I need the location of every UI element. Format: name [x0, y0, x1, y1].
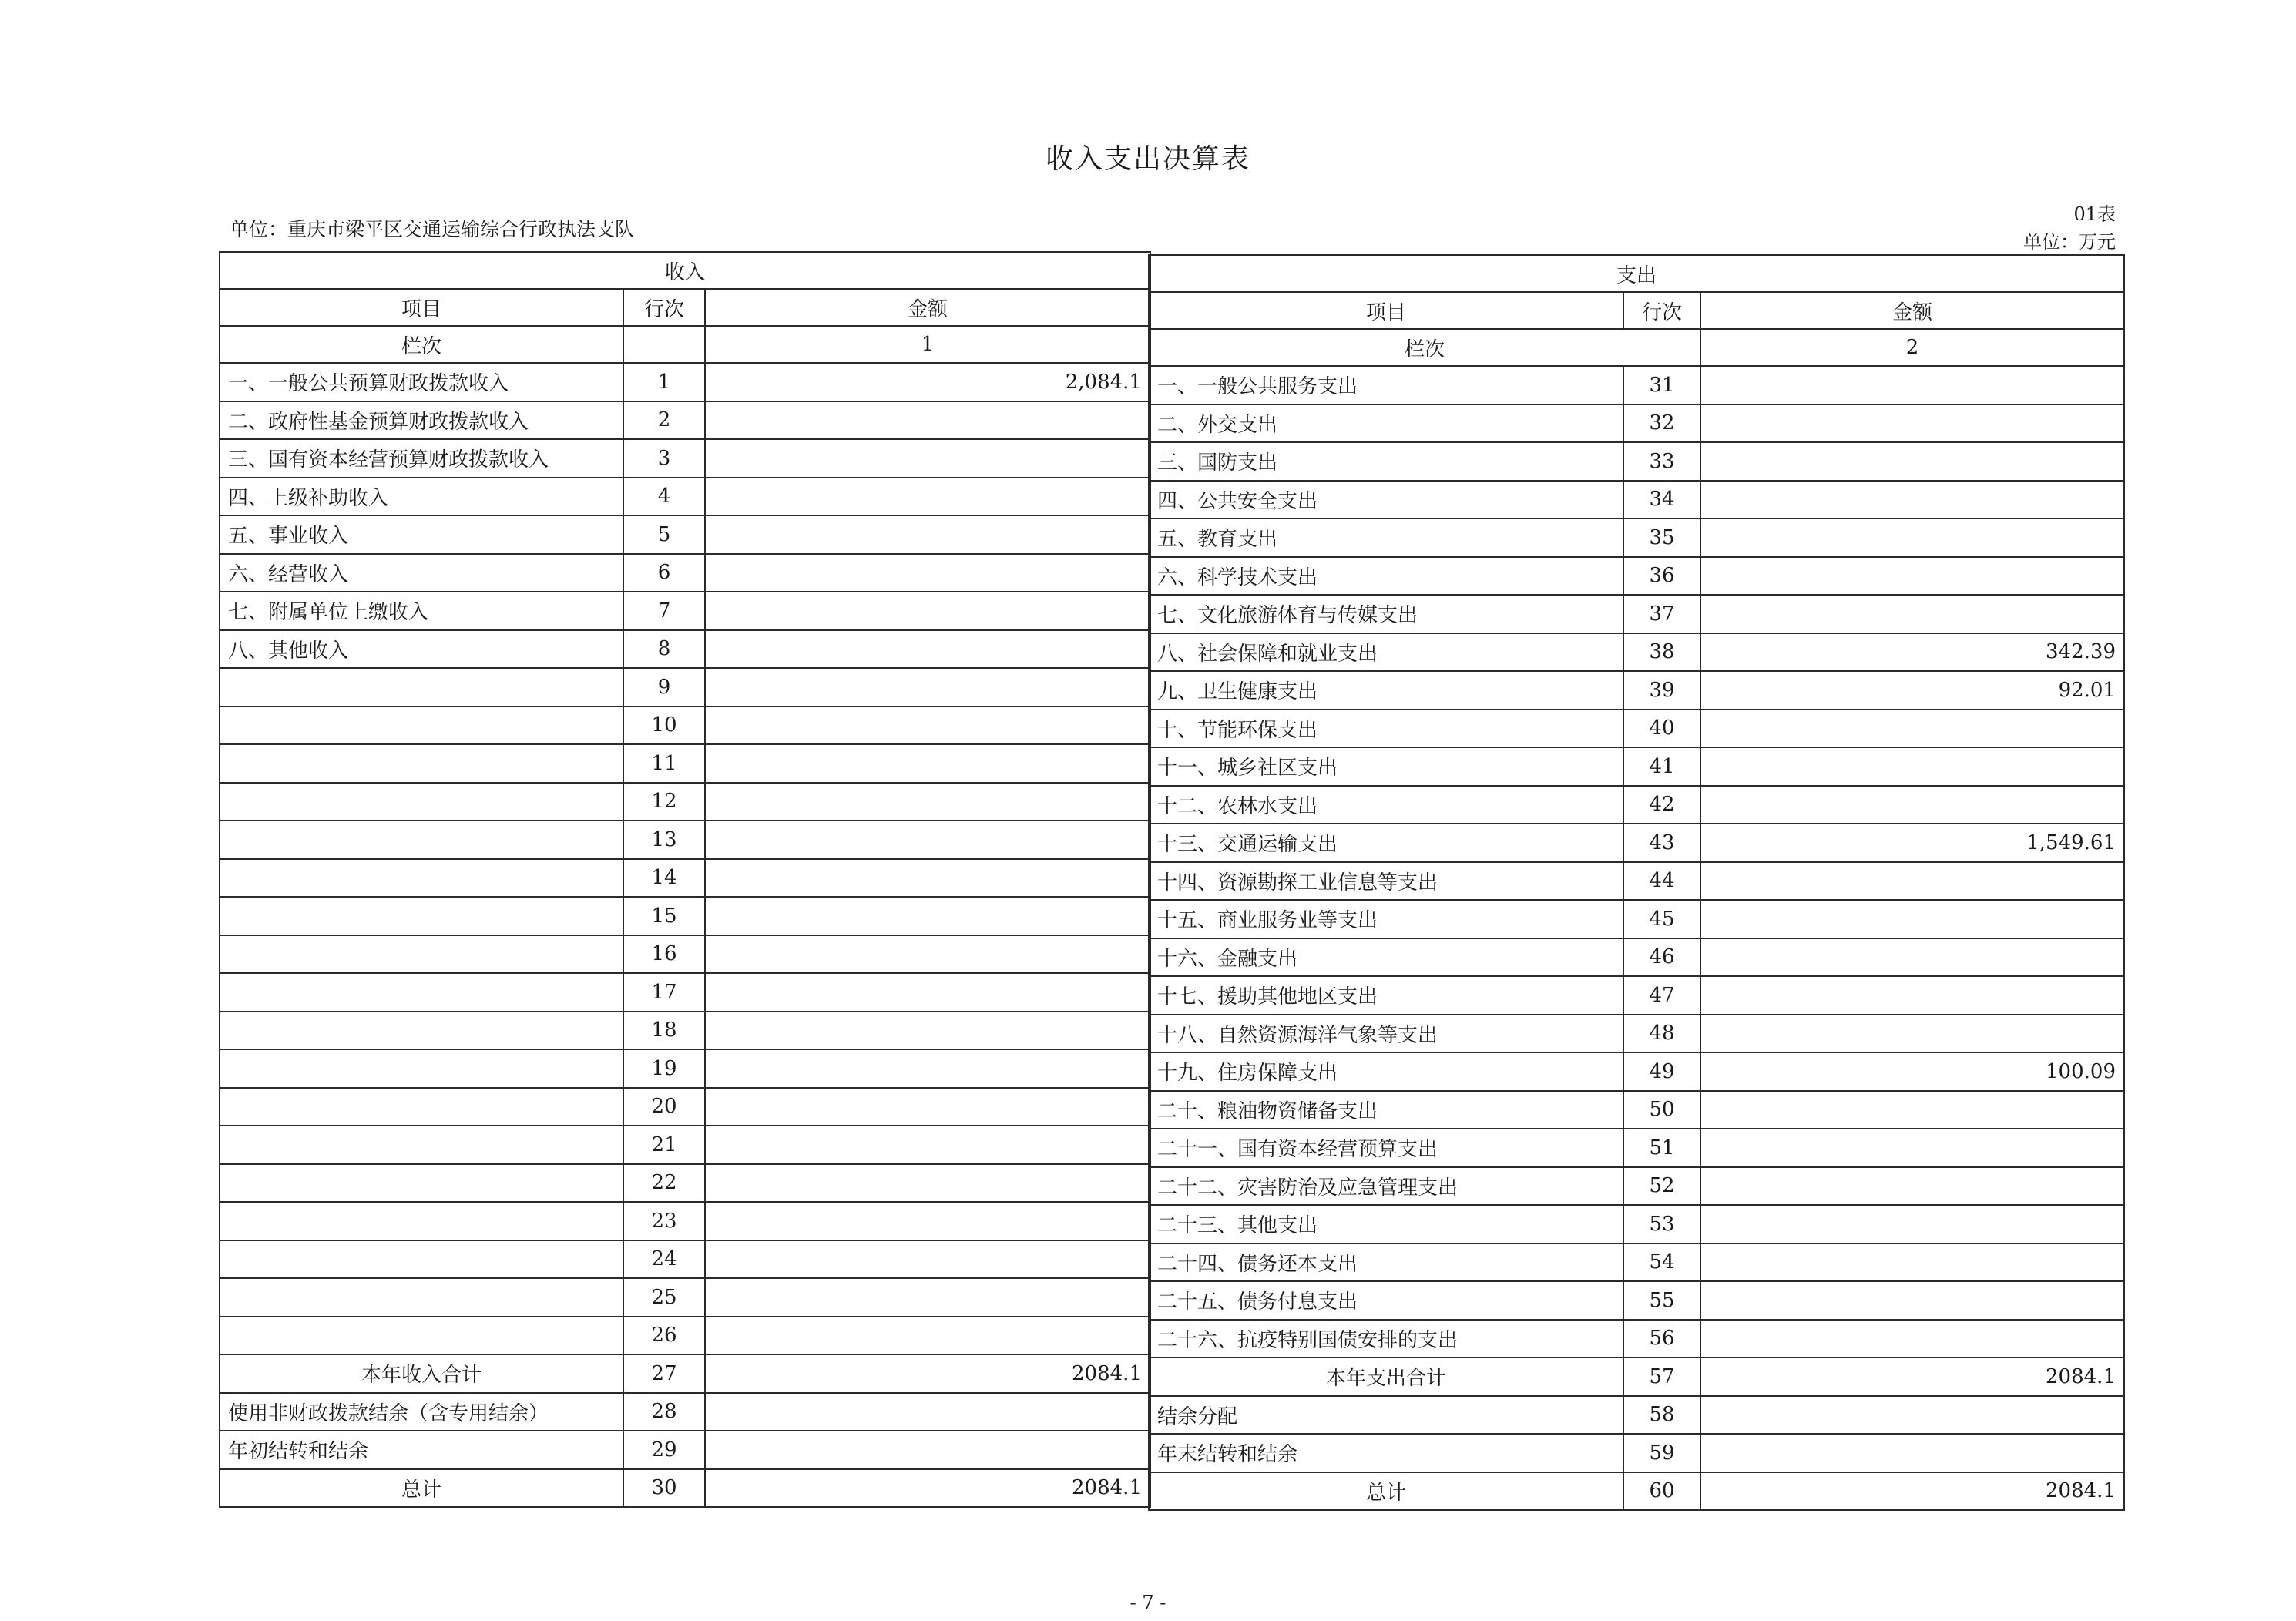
expense-row [1149, 938, 2124, 977]
income-item-label: 三、国有资本经营预算财政拨款收入 [220, 439, 623, 478]
expense-row [1149, 404, 2124, 443]
expense-row-number: 54 [1623, 1243, 1700, 1282]
income-row-number: 5 [623, 515, 705, 554]
expense-amount [1700, 1281, 2124, 1320]
expense-item-label: 十九、住房保障支出 [1149, 1052, 1623, 1091]
income-item-label: 一、一般公共预算财政拨款收入 [220, 363, 623, 401]
expense-amount [1700, 710, 2124, 748]
expense-item-label: 二十五、债务付息支出 [1149, 1281, 1623, 1320]
expense-item-label: 十八、自然资源海洋气象等支出 [1149, 1015, 1623, 1053]
income-row [220, 1278, 1150, 1317]
expense-row [1149, 442, 2124, 481]
expense-row [1149, 1243, 2124, 1282]
income-col-index-blank [623, 326, 705, 363]
expense-item-label: 十四、资源勘探工业信息等支出 [1149, 862, 1623, 901]
expense-row-number: 33 [1623, 442, 1700, 481]
income-row [220, 821, 1150, 859]
expense-row-number: 35 [1623, 519, 1700, 557]
income-row [220, 1164, 1150, 1203]
expense-row-number: 45 [1623, 900, 1700, 938]
income-row [220, 668, 1150, 706]
expense-row [1149, 862, 2124, 901]
income-row-number: 22 [623, 1164, 705, 1203]
income-item-label: 八、其他收入 [220, 630, 623, 669]
income-amount [705, 897, 1150, 935]
income-amount [705, 1393, 1150, 1431]
expense-item-label: 二十二、灾害防治及应急管理支出 [1149, 1167, 1623, 1206]
income-row [220, 783, 1150, 821]
expense-row-number: 51 [1623, 1129, 1700, 1167]
expense-row-number: 40 [1623, 710, 1700, 748]
income-row-number: 10 [623, 706, 705, 745]
expense-rows [1149, 366, 2124, 1510]
expense-row [1149, 1396, 2124, 1435]
expense-col-row-no: 行次 [1623, 292, 1700, 329]
expense-item-label: 二十三、其他支出 [1149, 1205, 1623, 1243]
income-row-number: 28 [623, 1393, 705, 1431]
income-row-number: 20 [623, 1088, 705, 1126]
income-item-label [220, 935, 623, 974]
expense-row-number: 32 [1623, 404, 1700, 443]
income-row-number: 13 [623, 821, 705, 859]
expense-item-label: 十三、交通运输支出 [1149, 824, 1623, 862]
income-row-number: 24 [623, 1240, 705, 1279]
income-section-header: 收入 [220, 252, 1150, 289]
expense-item-label: 十七、援助其他地区支出 [1149, 976, 1623, 1015]
expense-row [1149, 1358, 2124, 1396]
expense-item-label: 结余分配 [1149, 1396, 1623, 1435]
income-row [220, 401, 1150, 440]
expense-row-number: 41 [1623, 747, 1700, 786]
expense-row [1149, 1472, 2124, 1511]
income-row-number: 27 [623, 1354, 705, 1393]
income-amount: 2,084.1 [705, 363, 1150, 401]
income-item-label: 六、经营收入 [220, 554, 623, 592]
income-amount [705, 1126, 1150, 1164]
expense-row-number: 38 [1623, 633, 1700, 672]
income-amount [705, 1012, 1150, 1050]
expense-row-number: 42 [1623, 786, 1700, 824]
expense-col-index: 2 [1700, 329, 2124, 366]
expense-amount [1700, 481, 2124, 519]
income-row-number: 30 [623, 1469, 705, 1508]
income-item-label [220, 668, 623, 706]
income-item-label [220, 1012, 623, 1050]
expense-row-number: 44 [1623, 862, 1700, 901]
expense-col-index-label: 栏次 [1149, 329, 1700, 366]
income-amount [705, 1431, 1150, 1469]
income-amount [705, 1240, 1150, 1279]
expense-row-number: 58 [1623, 1396, 1700, 1435]
income-row [220, 363, 1150, 401]
income-item-label [220, 821, 623, 859]
expense-item-label: 本年支出合计 [1149, 1358, 1623, 1396]
expense-section-header: 支出 [1149, 255, 2124, 292]
income-item-label [220, 1164, 623, 1203]
expense-amount: 100.09 [1700, 1052, 2124, 1091]
income-item-label [220, 706, 623, 745]
income-row-number: 4 [623, 478, 705, 516]
income-row [220, 1469, 1150, 1508]
expense-row-number: 55 [1623, 1281, 1700, 1320]
expense-row [1149, 633, 2124, 672]
income-item-label [220, 1088, 623, 1126]
expense-col-amount: 金额 [1700, 292, 2124, 329]
expense-amount [1700, 1396, 2124, 1435]
income-row [220, 973, 1150, 1012]
income-row [220, 935, 1150, 974]
expense-amount [1700, 404, 2124, 443]
income-amount [705, 859, 1150, 898]
expense-row [1149, 1320, 2124, 1358]
income-item-label [220, 1202, 623, 1240]
expense-item-label: 三、国防支出 [1149, 442, 1623, 481]
expense-row [1149, 900, 2124, 938]
expense-amount [1700, 862, 2124, 901]
expense-amount [1700, 938, 2124, 977]
income-item-label: 五、事业收入 [220, 515, 623, 554]
income-item-label: 二、政府性基金预算财政拨款收入 [220, 401, 623, 440]
income-item-label: 本年收入合计 [220, 1354, 623, 1393]
income-item-label [220, 859, 623, 898]
income-rows [220, 363, 1150, 1507]
expense-item-label: 二十、粮油物资储备支出 [1149, 1091, 1623, 1129]
expense-item-label: 十六、金融支出 [1149, 938, 1623, 977]
expense-col-item: 项目 [1149, 292, 1623, 329]
expense-table [1148, 254, 2125, 1511]
expense-amount [1700, 786, 2124, 824]
income-row-number: 6 [623, 554, 705, 592]
expense-item-label: 十五、商业服务业等支出 [1149, 900, 1623, 938]
income-amount: 2084.1 [705, 1469, 1150, 1508]
income-row [220, 1393, 1150, 1431]
income-row-number: 1 [623, 363, 705, 401]
income-row-number: 19 [623, 1049, 705, 1088]
income-item-label [220, 1278, 623, 1317]
income-row [220, 1240, 1150, 1279]
expense-amount [1700, 1129, 2124, 1167]
income-row [220, 1126, 1150, 1164]
income-row [220, 478, 1150, 516]
income-row-number: 26 [623, 1317, 705, 1355]
expense-row [1149, 1015, 2124, 1053]
income-row [220, 1088, 1150, 1126]
expense-row [1149, 1129, 2124, 1167]
expense-row [1149, 710, 2124, 748]
expense-row-number: 31 [1623, 366, 1700, 404]
expense-row [1149, 747, 2124, 786]
income-item-label [220, 897, 623, 935]
expense-row [1149, 1052, 2124, 1091]
form-number: 01表 [2073, 203, 2116, 225]
income-item-label: 四、上级补助收入 [220, 478, 623, 516]
expense-row-number: 47 [1623, 976, 1700, 1015]
income-item-label: 七、附属单位上缴收入 [220, 592, 623, 630]
income-row [220, 439, 1150, 478]
income-col-row-no: 行次 [623, 289, 705, 326]
expense-amount [1700, 519, 2124, 557]
expense-row-number: 48 [1623, 1015, 1700, 1053]
expense-row-number: 53 [1623, 1205, 1700, 1243]
income-amount [705, 592, 1150, 630]
income-item-label: 年初结转和结余 [220, 1431, 623, 1469]
income-amount [705, 554, 1150, 592]
income-row-number: 12 [623, 783, 705, 821]
expense-item-label: 十二、农林水支出 [1149, 786, 1623, 824]
income-row [220, 554, 1150, 592]
expense-item-label: 总计 [1149, 1472, 1623, 1511]
income-row-number: 18 [623, 1012, 705, 1050]
income-item-label [220, 1240, 623, 1279]
income-row [220, 1354, 1150, 1393]
expense-amount: 1,549.61 [1700, 824, 2124, 862]
income-item-label [220, 783, 623, 821]
expense-item-label: 十一、城乡社区支出 [1149, 747, 1623, 786]
expense-row-number: 36 [1623, 557, 1700, 596]
expense-row-number: 50 [1623, 1091, 1700, 1129]
expense-amount [1700, 366, 2124, 404]
expense-row [1149, 595, 2124, 633]
income-row-number: 21 [623, 1126, 705, 1164]
expense-row [1149, 481, 2124, 519]
expense-row [1149, 824, 2124, 862]
income-row-number: 3 [623, 439, 705, 478]
income-amount [705, 935, 1150, 974]
expense-row [1149, 1281, 2124, 1320]
income-row-number: 23 [623, 1202, 705, 1240]
income-col-item: 项目 [220, 289, 623, 326]
income-amount [705, 1317, 1150, 1355]
income-item-label [220, 1126, 623, 1164]
expense-row [1149, 366, 2124, 404]
expense-item-label: 十、节能环保支出 [1149, 710, 1623, 748]
expense-amount [1700, 442, 2124, 481]
income-amount [705, 821, 1150, 859]
expense-row [1149, 1434, 2124, 1472]
income-row-number: 15 [623, 897, 705, 935]
income-row-number: 25 [623, 1278, 705, 1317]
income-amount [705, 1202, 1150, 1240]
expense-row-number: 57 [1623, 1358, 1700, 1396]
income-row-number: 2 [623, 401, 705, 440]
income-amount [705, 783, 1150, 821]
income-amount [705, 973, 1150, 1012]
income-amount [705, 1088, 1150, 1126]
expense-item-label: 二十四、债务还本支出 [1149, 1243, 1623, 1282]
income-amount [705, 478, 1150, 516]
income-row [220, 897, 1150, 935]
expense-item-label: 二十一、国有资本经营预算支出 [1149, 1129, 1623, 1167]
income-row [220, 515, 1150, 554]
income-amount [705, 515, 1150, 554]
income-table [219, 251, 1151, 1508]
income-item-label [220, 1049, 623, 1088]
income-row [220, 744, 1150, 783]
income-amount [705, 744, 1150, 783]
income-row [220, 592, 1150, 630]
income-amount [705, 668, 1150, 706]
income-amount [705, 439, 1150, 478]
expense-amount [1700, 1167, 2124, 1206]
income-amount [705, 1049, 1150, 1088]
expense-amount [1700, 1320, 2124, 1358]
expense-amount: 2084.1 [1700, 1472, 2124, 1511]
expense-amount [1700, 557, 2124, 596]
income-item-label [220, 973, 623, 1012]
expense-row-number: 56 [1623, 1320, 1700, 1358]
income-row [220, 1049, 1150, 1088]
income-row [220, 706, 1150, 745]
income-item-label: 总计 [220, 1469, 623, 1508]
income-row [220, 1202, 1150, 1240]
income-amount [705, 401, 1150, 440]
expense-row [1149, 557, 2124, 596]
expense-amount [1700, 1243, 2124, 1282]
income-amount [705, 706, 1150, 745]
income-amount [705, 1164, 1150, 1203]
income-item-label: 使用非财政拨款结余（含专用结余） [220, 1393, 623, 1431]
income-row [220, 859, 1150, 898]
income-row [220, 1317, 1150, 1355]
income-row [220, 630, 1150, 669]
income-row-number: 8 [623, 630, 705, 669]
expense-amount [1700, 595, 2124, 633]
income-col-amount: 金额 [705, 289, 1150, 326]
expense-row-number: 34 [1623, 481, 1700, 519]
income-row-number: 11 [623, 744, 705, 783]
expense-row-number: 39 [1623, 671, 1700, 710]
expense-amount [1700, 1205, 2124, 1243]
expense-row-number: 46 [1623, 938, 1700, 977]
expense-amount [1700, 1091, 2124, 1129]
expense-item-label: 六、科学技术支出 [1149, 557, 1623, 596]
expense-item-label: 七、文化旅游体育与传媒支出 [1149, 595, 1623, 633]
expense-row-number: 52 [1623, 1167, 1700, 1206]
income-item-label [220, 1317, 623, 1355]
income-col-index: 1 [705, 326, 1150, 363]
expense-amount [1700, 747, 2124, 786]
expense-row-number: 60 [1623, 1472, 1700, 1511]
expense-item-label: 五、教育支出 [1149, 519, 1623, 557]
income-amount [705, 1278, 1150, 1317]
income-row-number: 16 [623, 935, 705, 974]
expense-row-number: 59 [1623, 1434, 1700, 1472]
expense-item-label: 年末结转和结余 [1149, 1434, 1623, 1472]
expense-row [1149, 1167, 2124, 1206]
expense-amount [1700, 1434, 2124, 1472]
expense-row [1149, 976, 2124, 1015]
expense-row [1149, 671, 2124, 710]
expense-amount: 2084.1 [1700, 1358, 2124, 1396]
expense-amount: 92.01 [1700, 671, 2124, 710]
expense-amount [1700, 1015, 2124, 1053]
income-row-number: 29 [623, 1431, 705, 1469]
income-row-number: 9 [623, 668, 705, 706]
income-item-label [220, 744, 623, 783]
expense-item-label: 四、公共安全支出 [1149, 481, 1623, 519]
page-number: - 7 - [1130, 1592, 1166, 1613]
expense-row-number: 43 [1623, 824, 1700, 862]
income-col-index-label: 栏次 [220, 326, 623, 363]
expense-item-label: 二十六、抗疫特别国债安排的支出 [1149, 1320, 1623, 1358]
income-amount [705, 630, 1150, 669]
income-row [220, 1431, 1150, 1469]
income-amount: 2084.1 [705, 1354, 1150, 1393]
income-row-number: 14 [623, 859, 705, 898]
expense-row [1149, 519, 2124, 557]
income-row-number: 17 [623, 973, 705, 1012]
income-row [220, 1012, 1150, 1050]
expense-amount [1700, 900, 2124, 938]
income-row-number: 7 [623, 592, 705, 630]
expense-item-label: 八、社会保障和就业支出 [1149, 633, 1623, 672]
expense-item-label: 九、卫生健康支出 [1149, 671, 1623, 710]
unit-label: 单位：重庆市梁平区交通运输综合行政执法支队 [230, 218, 635, 240]
page-title: 收入支出决算表 [1045, 143, 1250, 175]
expense-row-number: 49 [1623, 1052, 1700, 1091]
expense-item-label: 一、一般公共服务支出 [1149, 366, 1623, 404]
expense-row-number: 37 [1623, 595, 1700, 633]
expense-item-label: 二、外交支出 [1149, 404, 1623, 443]
expense-row [1149, 1205, 2124, 1243]
expense-row [1149, 1091, 2124, 1129]
expense-row [1149, 786, 2124, 824]
expense-amount [1700, 976, 2124, 1015]
currency-unit: 单位：万元 [2023, 231, 2116, 253]
expense-amount: 342.39 [1700, 633, 2124, 672]
